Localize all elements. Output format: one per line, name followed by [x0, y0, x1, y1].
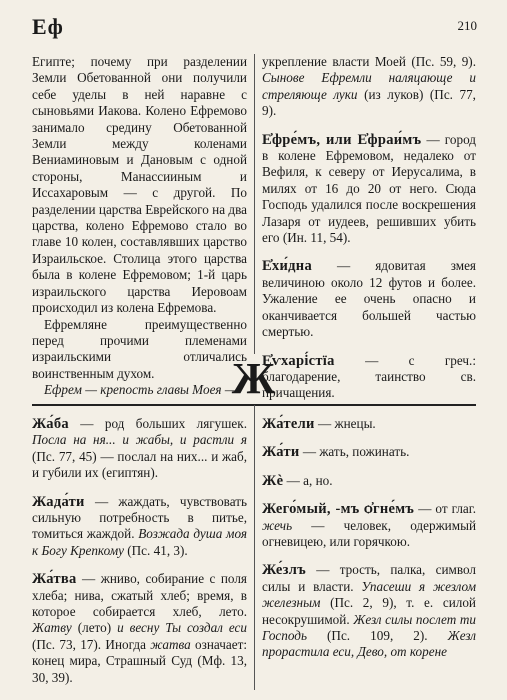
continuation-tail: (из луков) (Пс. 77, 9).	[262, 86, 476, 119]
headword: Жего́мый, -мъ ѻ҆гне́мъ	[262, 501, 415, 518]
headword: Е҆фре́мъ, или Е҆фраи́мъ	[262, 131, 422, 148]
definition: — жниво, собирание с поля хлеба; нива, сжатый хлеб; время, в которое собирается хлеб, лето.	[32, 571, 247, 620]
headword: Жа́тели	[262, 416, 315, 432]
quote: Возжада душа моя к Богу Крепкому	[32, 526, 247, 558]
continuation-quote: Сынове Ефремли наляцающе и стреляюще луки	[262, 70, 476, 102]
definition: — жнецы.	[314, 416, 376, 431]
entry-zhatva	[32, 571, 247, 686]
entry-zhati	[262, 444, 476, 460]
entry-efrem-city	[262, 132, 476, 247]
definition-tail: (Пс. 41, 3).	[123, 542, 188, 558]
quote: Жезл прорастила еси, Дево, от корене	[262, 628, 476, 660]
definition-part: (лето)	[71, 620, 118, 636]
headword: Же́злъ	[262, 562, 306, 579]
quote: Упасеши я жезлом железным	[262, 578, 476, 611]
entry-zhezl	[262, 562, 476, 660]
definition: — город в колене Ефремовом, недалеко от Вефиля, к северу от Иерусалима, в милях от 16 до 20 от него. Сюда Господь удалился после воскрешения Лазаря от иудеев, решивших убить его (Ин. 11, 54).	[262, 131, 476, 246]
definition-tail: (Пс. 77, 45) — послал на них... и жаб, и губили их (египтян).	[32, 448, 247, 481]
definition: — жать, пожинать.	[299, 444, 410, 460]
quote: Посла на ня... и жабы, и растли я	[32, 432, 247, 448]
page-number: 210	[457, 18, 477, 33]
definition-tail: — человек, одержимый огневицею, или горячкою.	[262, 517, 476, 550]
quote: и весну Ты создал еси	[117, 620, 247, 636]
headword: Е҆хи́дна	[262, 258, 313, 275]
definition-part: (Пс. 73, 17). Иногда	[32, 636, 151, 652]
entry-continuation	[262, 54, 476, 120]
entry-zhaba	[32, 416, 247, 482]
definition: — род больших лягушек.	[68, 416, 247, 431]
top-left-column	[32, 54, 247, 399]
definition-part: (Пс. 2, 9), т. е. силой несокрушимой.	[262, 595, 476, 627]
headword: Жѐ	[262, 472, 284, 489]
ephraim-continuation: Египте; почему при разделении Земли Обетованной они получили себе уделы в ней наравне с сыновьями Иакова. Колено Ефремово занимало средину Обетованной Земли между коленами Вениаминовым и Дановым с одной стороны, Манассииным и Иссахаровым — с другой. По разделении царства Еврейского на два царства, колено Ефремово стало во главе 10 колен, составлявших царство Израильское. Столица этого царства была в колене Ефремовом; 1-й царь израильского царства Иеровоам происходил из колена Ефремова.	[32, 54, 247, 316]
quote: жатва	[150, 636, 191, 652]
ephraimites-paragraph: Ефремляне преимущественно перед прочими племенами израильскими отличались воинственным духом.	[32, 316, 247, 381]
column-divider-bottom	[254, 405, 255, 690]
column-divider-top	[254, 54, 255, 354]
entry-zhadati	[32, 494, 247, 560]
headword: Жа́ти	[262, 444, 300, 461]
entry-zhateli	[262, 416, 476, 432]
section-letter: Ж	[231, 354, 276, 403]
definition: — жаждать, чувствовать сильную потребность в питье, томиться жаждой.	[32, 493, 247, 542]
ephraim-quote: Ефрем — крепость главы Моея —	[44, 382, 237, 398]
definition: — от глаг.	[414, 501, 476, 517]
entry-zhegomyi	[262, 501, 476, 550]
headword: Жа́ба	[32, 416, 69, 432]
definition: — с греч.: благодарение, таинство св. причащения.	[262, 352, 476, 401]
bottom-left-column	[32, 416, 247, 698]
running-head-letters: Еф	[32, 14, 64, 39]
continuation-text: укрепление власти Моей (Пс. 59, 9).	[262, 54, 476, 69]
entry-zhe	[262, 473, 476, 489]
headword: Е҆ѵхарі́стїа	[262, 352, 335, 369]
quote: жечь	[262, 517, 293, 533]
definition-tail: означает: конец мира, Страшный Суд (Мф. 13, 30, 39).	[32, 636, 248, 685]
definition: — трость, палка, символ силы и власти.	[262, 562, 476, 594]
headword: Жа́тва	[32, 571, 77, 588]
entry-ekhidna	[262, 258, 476, 340]
headword: Жада́ти	[32, 493, 85, 510]
definition: — ядовитая змея величиною около 12 футов и более. Ужаление ее очень опасно и оканчивается большей частью смертью.	[262, 258, 476, 340]
quote: Жезл силы послет ти Господь	[262, 611, 476, 644]
quote: Жатву	[32, 620, 72, 636]
bottom-right-column	[262, 416, 476, 673]
definition: — а, но.	[283, 472, 333, 488]
definition-part: (Пс. 109, 2).	[306, 628, 448, 644]
